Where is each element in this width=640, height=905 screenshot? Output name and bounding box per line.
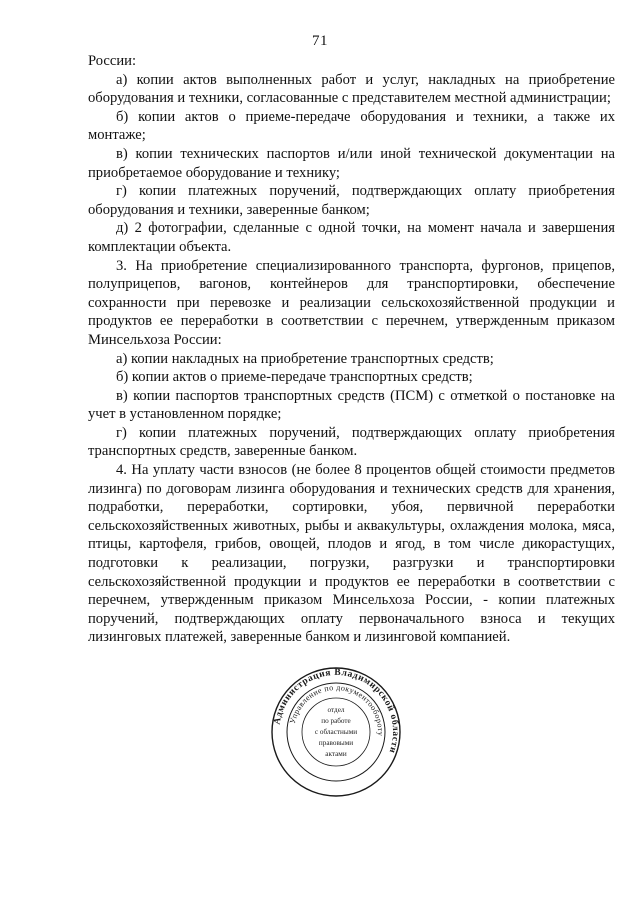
paragraph: г) копии платежных поручений, подтверждающих оплату приобретения транспортных средств, заверенные банком. [88,424,615,460]
stamp-inner-text: Управление по документообороту [287,682,386,737]
document-body [88,52,615,647]
stamp-center-line: отдел [327,706,345,714]
stamp-seal-icon [271,667,401,797]
paragraph: б) копии актов о приеме-передаче оборудования и техники, а также их монтаже; [88,108,615,144]
paragraph: г) копии платежных поручений, подтверждающих оплату приобретения оборудования и техники, заверенные банком; [88,183,615,218]
stamp-outer-text: Администрация Владимирской области [272,667,401,755]
paragraph: в) копии паспортов транспортных средств (ПСМ) с отметкой о постановке на учет в установленном порядке; [88,387,615,423]
stamp-center-line: актами [325,750,347,758]
stamp-center-line: с областными [314,728,358,736]
paragraph: в) копии технических паспортов и/или иной технической документации на приобретаемое оборудование и технику; [88,145,615,181]
paragraph: России: [88,53,137,69]
paragraph: д) 2 фотографии, сделанные с одной точки, на момент начала и завершения комплектации объекта. [88,220,615,255]
paragraph: а) копии актов выполненных работ и услуг, накладных на приобретение оборудования и техники, согласованные с представителем местной администрации; [88,71,615,107]
paragraph: 4. На уплату части взносов (не более 8 процентов общей стоимости предметов лизинга) по договорам лизинга оборудования и технических средств для хранения, подработки, переработки, сортировки, убоя, первичной переработки сельскохозяйственных животных, рыбы и аквакультуры, охлаждения молока, мяса, птицы, картофеля, грибов, овощей, плодов и ягод, в том числе дикорастущих, подготовки к реализации, погрузки, разгрузки и транспортировки сельскохозяйственной продукции и продуктов ее переработки в соответствии с перечнем, утвержденным приказом Минсельхоза России, - копии платежных поручений, подтверждающих оплату первоначального взноса и текущих лизинговых платежей, заверенные банком и лизинговой компанией. [88,462,615,646]
stamp-center-line: правовыми [318,739,354,747]
official-stamp [271,667,401,797]
paragraph: 3. На приобретение специализированного транспорта, фургонов, прицепов, полуприцепов, вагонов, контейнеров для транспортировки, обеспечение сохранности при перевозке и реализации сельскохозяйственной продукции и продуктов ее переработки в соответствии с перечнем, утвержденным приказом Минсельхоза России: [88,257,615,348]
paragraph: б) копии актов о приеме-передаче транспортных средств; [116,369,473,386]
paragraph: а) копии накладных на приобретение транспортных средств; [116,350,494,367]
stamp-center-line: по работе [321,717,351,725]
page-number: 71 [312,33,328,49]
